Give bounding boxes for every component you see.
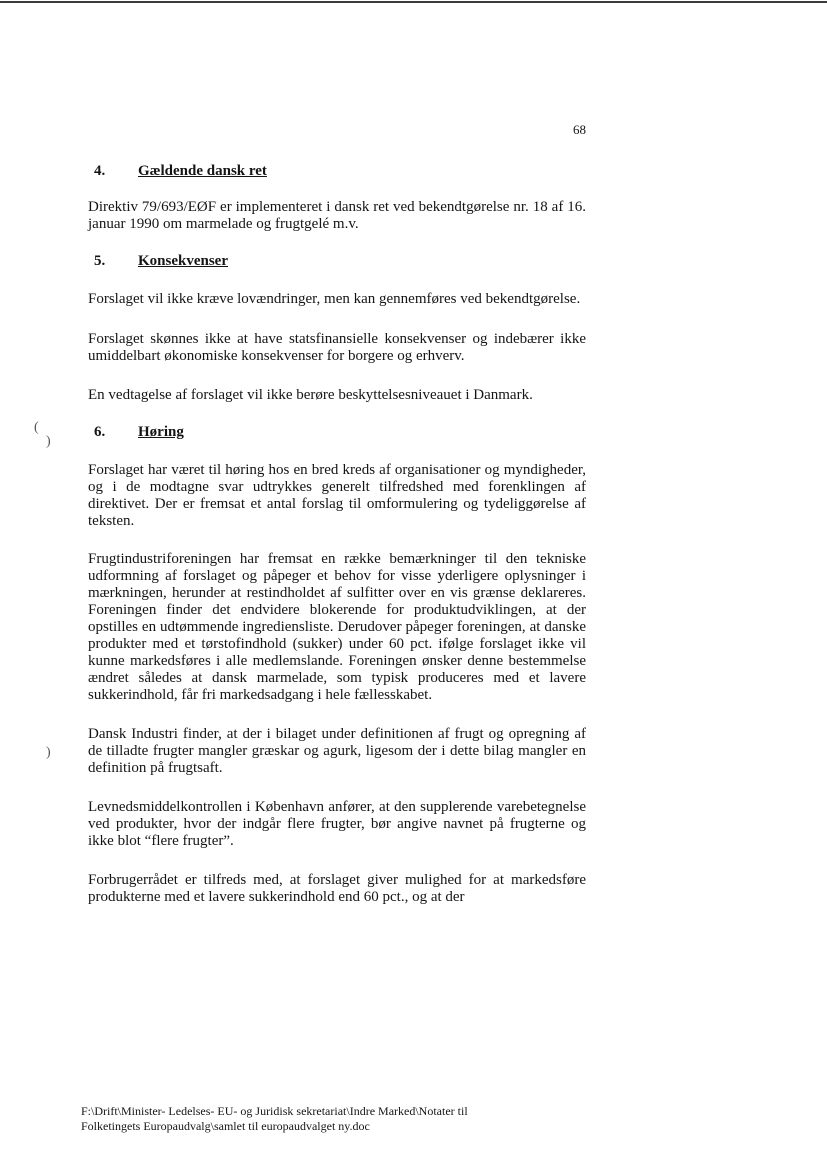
section-number: 4. bbox=[94, 163, 106, 179]
section-title: Gældende dansk ret bbox=[138, 163, 267, 179]
paragraph: Forslaget vil ikke kræve lovændringer, men kan gennemføres ved bekendtgørelse. bbox=[88, 291, 581, 307]
document-body bbox=[88, 163, 586, 906]
scan-mark: ) bbox=[46, 745, 51, 760]
section-heading bbox=[88, 253, 586, 270]
section-number: 6. bbox=[94, 424, 106, 440]
paragraph: Forslaget skønnes ikke at have statsfinansielle konsekvenser og indebærer ikke umiddelbart økonomiske konsekvenser for borgere og erhverv. bbox=[88, 331, 586, 364]
scan-mark: ( bbox=[34, 420, 39, 435]
paragraph: Forslaget har været til høring hos en bred kreds af organisationer og myndigheder, og i de modtagne svar udtrykkes generelt tilfredshed med forenklingen af direktivet. Der er fremsat et antal forslag til omformulering og tydeliggørelse af teksten. bbox=[88, 462, 586, 529]
paragraph: Frugtindustriforeningen har fremsat en række bemærkninger til den tekniske udformning af forslaget og påpeger et behov for visse yderligere oplysninger i mærkningen, herunder at restindholdet af sulfitter over en vis grænse deklareres. Foreningen finder det endvidere blokerende for produktudviklingen, at der opstilles en udtømmende ingrediensliste. Derudover påpeger foreningen, at danske produkter med et tørstofindhold (sukker) under 60 pct. ifølge forslaget ikke vil kunne markedsføres i alle medlemslande. Foreningen ønsker denne bestemmelse ændret således at dansk marmelade, som typisk produceres med et lavere sukkerindhold, får fri markedsadgang i hele fællesskabet. bbox=[88, 551, 586, 703]
paragraph: Forbrugerrådet er tilfreds med, at forslaget giver mulighed for at markedsføre produkterne med et lavere sukkerindhold end 60 pct., og at der bbox=[88, 872, 586, 905]
page-number: 68 bbox=[573, 122, 586, 137]
section-heading bbox=[88, 163, 586, 180]
paragraph: Levnedsmiddelkontrollen i København anfører, at den supplerende varebetegnelse ved produkter, hvor der indgår flere frugter, bør angive navnet på frugterne og ikke blot “flere frugter”. bbox=[88, 799, 586, 849]
section-title: Høring bbox=[138, 424, 184, 440]
footer-line: F:\Drift\Minister- Ledelses- EU- og Juridisk sekretariat\Indre Marked\Notater til bbox=[81, 1104, 468, 1118]
paragraph: Dansk Industri finder, at der i bilaget under definitionen af frugt og opregning af de tilladte frugter mangler græskar og agurk, ligesom der i dette bilag mangler en definition på frugtsaft. bbox=[88, 726, 586, 776]
section-title: Konsekvenser bbox=[138, 253, 228, 269]
footer-file-path bbox=[81, 1104, 601, 1134]
section-heading bbox=[88, 424, 586, 441]
scan-mark: ) bbox=[46, 434, 51, 449]
section-number: 5. bbox=[94, 253, 106, 269]
paragraph: Direktiv 79/693/EØF er implementeret i dansk ret ved bekendtgørelse nr. 18 af 16. januar 1990 om marmelade og frugtgelé m.v. bbox=[88, 199, 586, 232]
footer-line: Folketingets Europaudvalg\samlet til europaudvalget ny.doc bbox=[81, 1119, 370, 1133]
paragraph: En vedtagelse af forslaget vil ikke berøre beskyttelsesniveauet i Danmark. bbox=[88, 387, 533, 403]
scan-top-rule bbox=[0, 1, 827, 3]
